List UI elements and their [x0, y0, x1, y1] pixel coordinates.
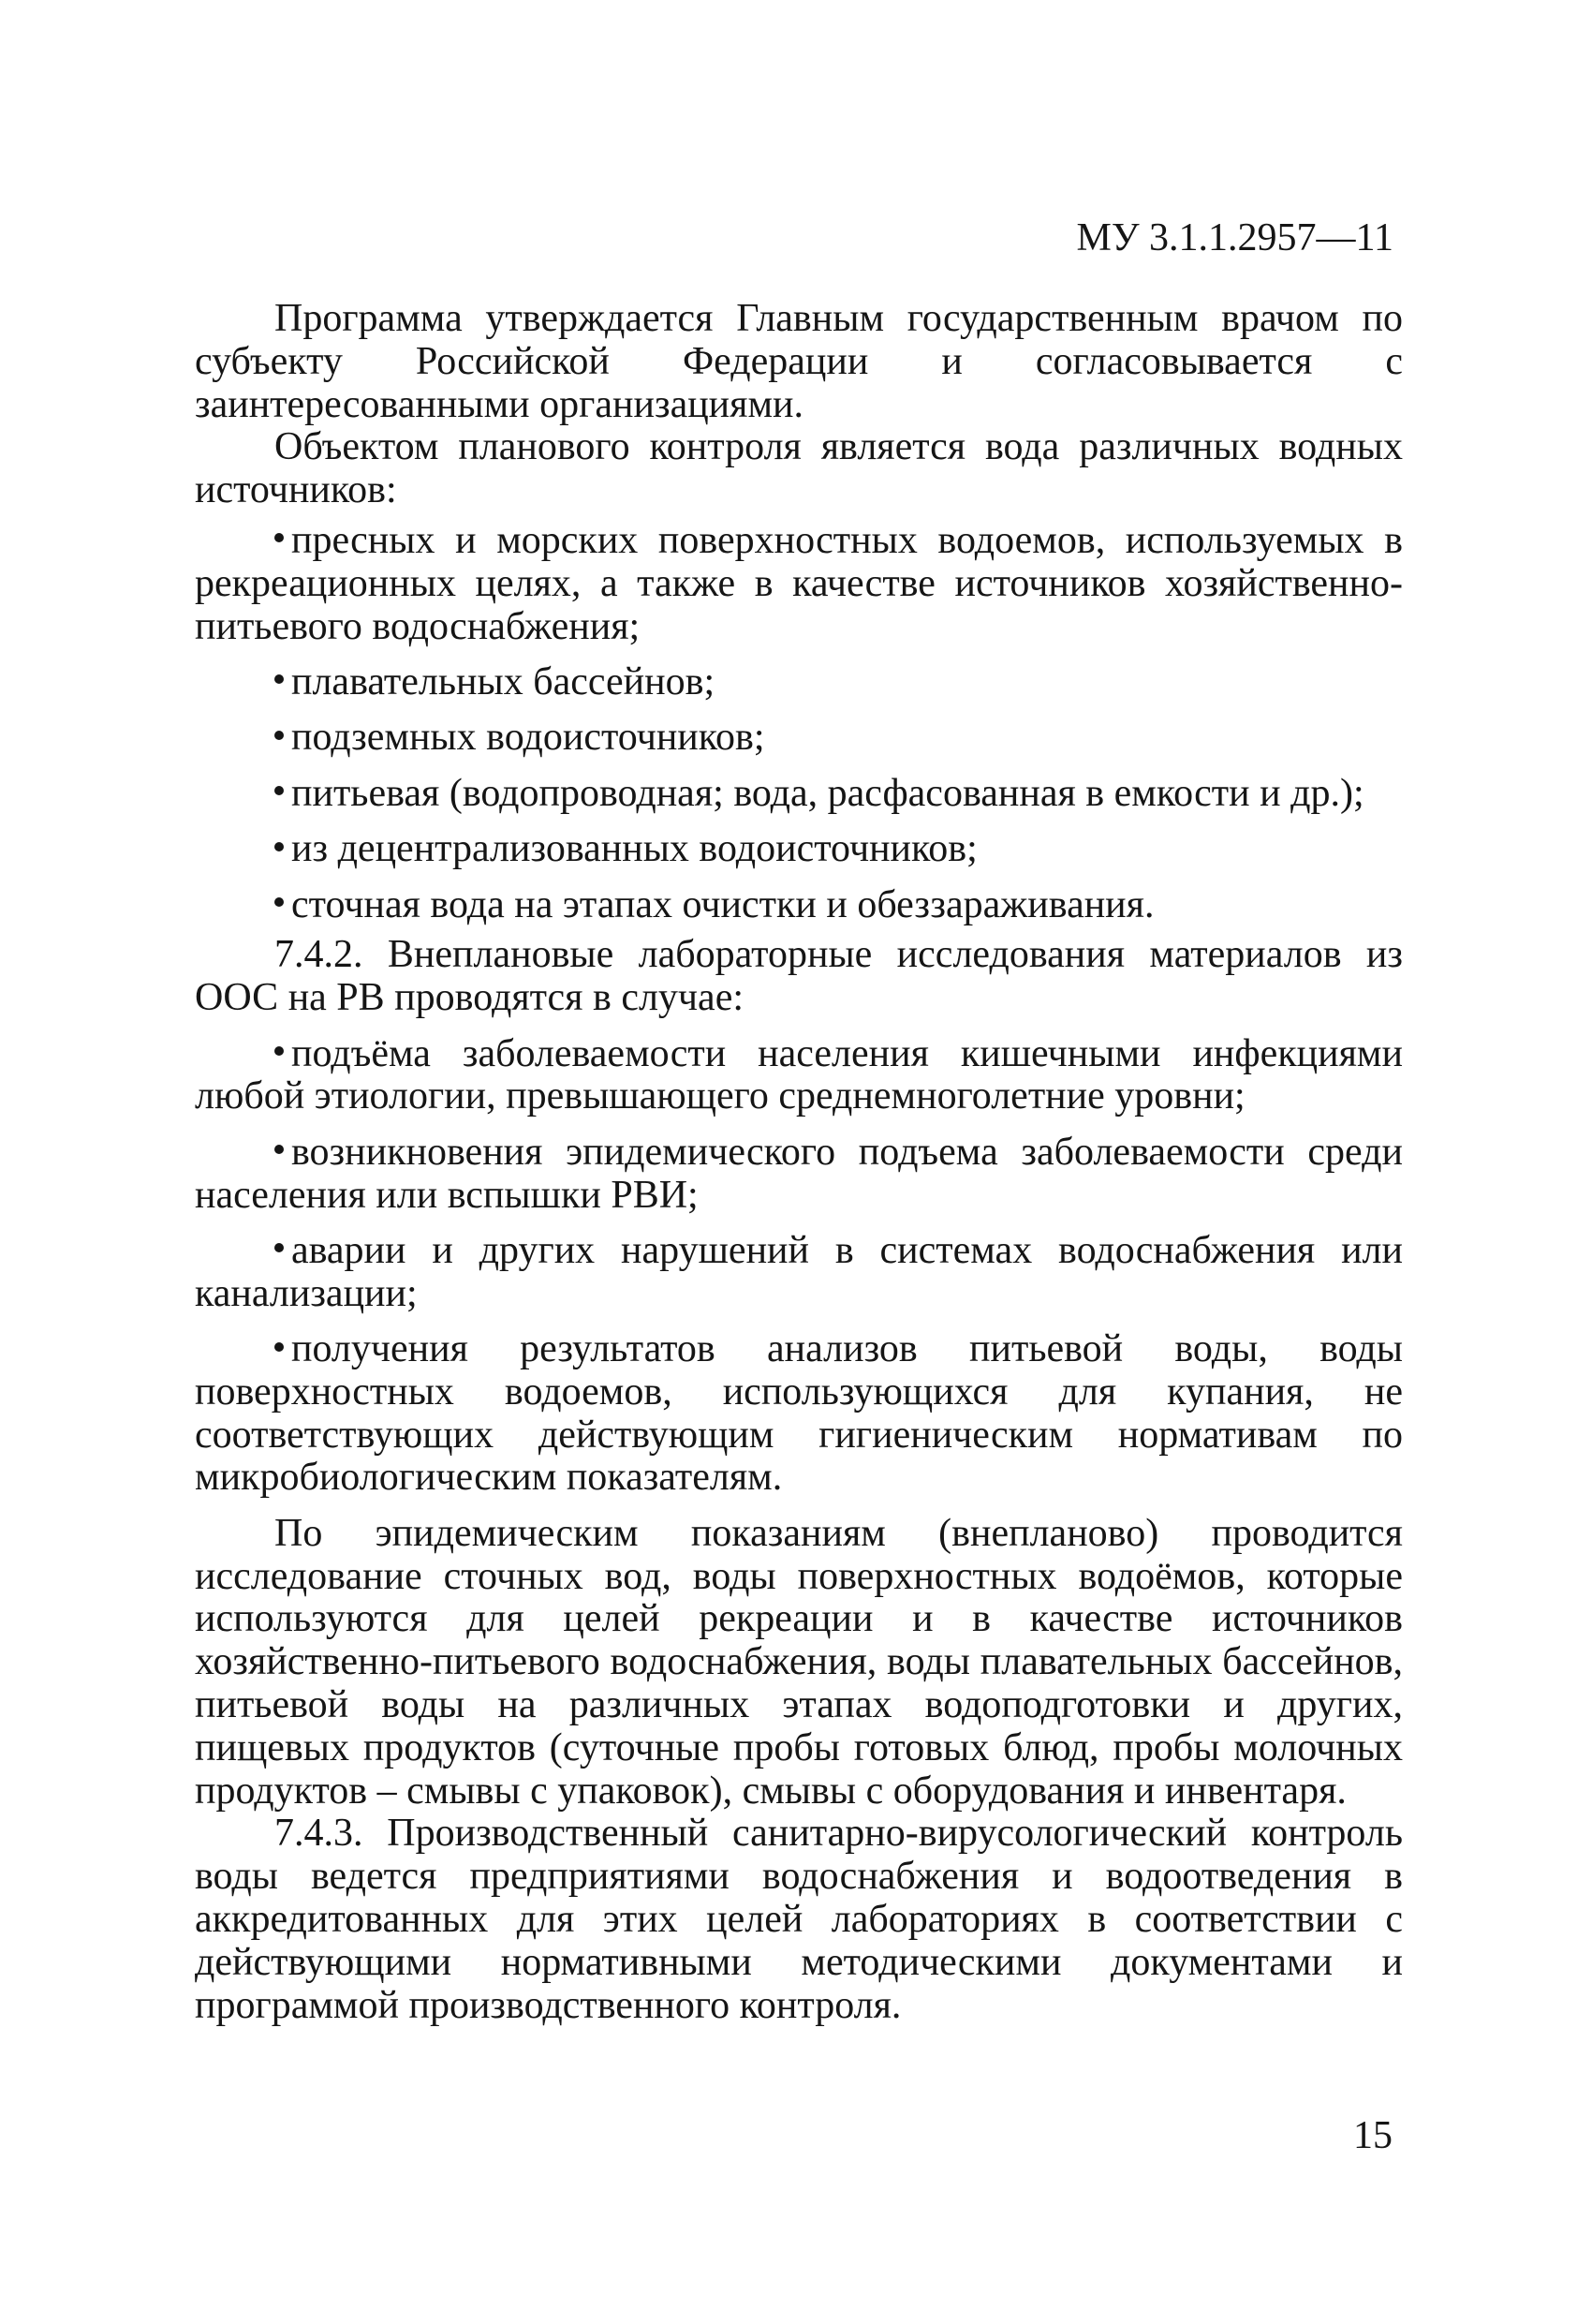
bullet-icon	[274, 786, 284, 795]
bullet-icon	[274, 1342, 284, 1352]
planned-control-item	[195, 884, 1403, 927]
item-text: пресных и морских поверхностных водоемов, используемых в рекреационных целях, а также в качестве источников хозяйственно-питьевого водоснабжения;	[195, 518, 1403, 648]
bullet-icon	[274, 842, 284, 851]
bullet-icon	[274, 674, 284, 684]
section-7-4-3: 7.4.3. Производственный санитарно-вирусологический контроль воды ведется предприятиями водоснабжения и водоотведения в аккредитованных для этих целей лабораториях в соответствии с действующими нормативными методическими документами и программой производственного контроля.	[195, 1812, 1403, 2027]
item-text: сточная вода на этапах очистки и обеззараживания.	[291, 882, 1155, 926]
unplanned-item	[195, 1230, 1403, 1316]
bullet-icon	[274, 1046, 284, 1056]
planned-control-item	[195, 773, 1403, 816]
planned-control-intro: Объектом планового контроля является вода различных водных источников:	[195, 425, 1403, 512]
unplanned-item	[195, 1033, 1403, 1119]
item-text: подъёма заболеваемости населения кишечными инфекциями любой этиологии, превышающего среднемноголетние уровни;	[195, 1031, 1403, 1118]
item-text: получения результатов анализов питьевой воды, воды поверхностных водоемов, использующихся для купания, не соответствующих действующим гигиеническим нормативам по микробиологическим показателям.	[195, 1327, 1403, 1500]
bullet-icon	[274, 533, 284, 542]
document-code: МУ 3.1.1.2957—11	[1076, 216, 1393, 259]
item-text: аварии и других нарушений в системах водоснабжения или канализации;	[195, 1228, 1403, 1315]
planned-control-item	[195, 520, 1403, 648]
unplanned-item	[195, 1132, 1403, 1218]
unplanned-item	[195, 1328, 1403, 1500]
planned-control-item	[195, 661, 1403, 704]
planned-control-item	[195, 828, 1403, 871]
planned-control-item	[195, 717, 1403, 760]
bullet-icon	[274, 897, 284, 907]
bullet-icon	[274, 1243, 284, 1252]
page-number: 15	[1353, 2114, 1393, 2157]
epidemic-indications-paragraph: По эпидемическим показаниям (внепланово) проводится исследование сточных вод, воды поверхностных водоёмов, которые используются для целей рекреации и в качестве источников хозяйственно-питьевого водоснабжения, воды плавательных бассейнов, питьевой воды на различных этапах водоподготовки и других, пищевых продуктов (суточные пробы готовых блюд, пробы молочных продуктов – смывы с упаковок), смывы с оборудования и инвентаря.	[195, 1511, 1403, 1813]
document-body	[195, 298, 1403, 2027]
item-text: из децентрализованных водоисточников;	[291, 827, 978, 871]
item-text: возникновения эпидемического подъема заболеваемости среди населения или вспышки РВИ;	[195, 1130, 1403, 1217]
approval-paragraph: Программа утверждается Главным государственным врачом по субъекту Российской Федерации и согласовывается с заинтересованными организациями.	[195, 297, 1403, 426]
item-text: подземных водоисточников;	[291, 716, 765, 760]
item-text: плавательных бассейнов;	[291, 659, 715, 703]
bullet-icon	[274, 731, 284, 740]
item-text: питьевая (водопроводная; вода, расфасованная в емкости и др.);	[291, 771, 1364, 815]
bullet-icon	[274, 1145, 284, 1154]
section-7-4-2: 7.4.2. Внеплановые лабораторные исследования материалов из ООС на РВ проводятся в случае:	[195, 933, 1403, 1020]
